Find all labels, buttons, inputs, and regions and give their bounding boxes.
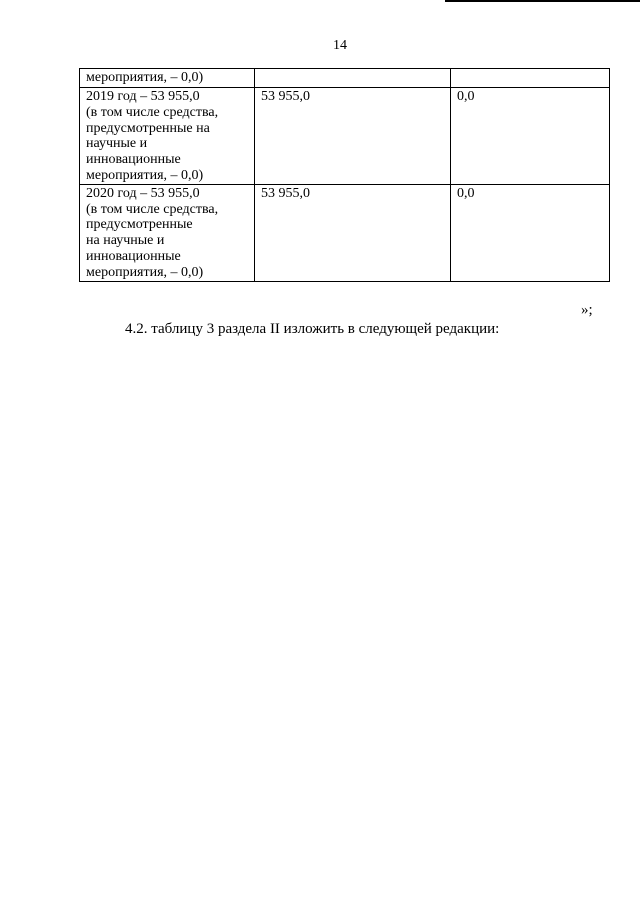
table-cell-other [451,69,610,88]
table-cell-other: 0,0 [451,88,610,185]
table-cell-total: 53 955,0 [255,88,451,185]
cell-text-line: научные и [86,136,148,152]
table-row [80,184,610,281]
cell-text-line: на научные и [86,233,165,249]
table-cell-period [80,69,255,88]
table-row [80,69,610,88]
funding-table-container [79,68,609,282]
page-number: 14 [333,38,347,53]
cell-text-line: мероприятия, – 0,0) [86,167,204,183]
table-cell-period [80,88,255,185]
closing-quote: »; [581,302,593,318]
cell-text-line: (в том числе средства, [86,104,219,120]
cell-text-line: мероприятия, – 0,0) [86,70,204,85]
table-cell-other: 0,0 [451,184,610,281]
table-cell-total: 53 955,0 [255,184,451,281]
cell-text-line: инновационные [86,152,181,168]
cell-text-line: 2020 год – 53 955,0 [86,185,200,201]
body-paragraph: 4.2. таблицу 3 раздела II изложить в следующей редакции: [125,321,500,337]
table-cell-total [255,69,451,88]
cell-text-line: предусмотренные на [86,120,210,136]
table-cell-period [80,184,255,281]
cell-text-line: 2019 год – 53 955,0 [86,89,200,104]
cell-text-line: (в том числе средства, [86,201,219,217]
cell-text-line: мероприятия, – 0,0) [86,264,204,280]
cell-text-line: инновационные [86,248,181,264]
funding-table [79,68,610,282]
cell-text-line: предусмотренные [86,217,193,233]
top-edge-rule [445,0,640,2]
table-row [80,88,610,185]
